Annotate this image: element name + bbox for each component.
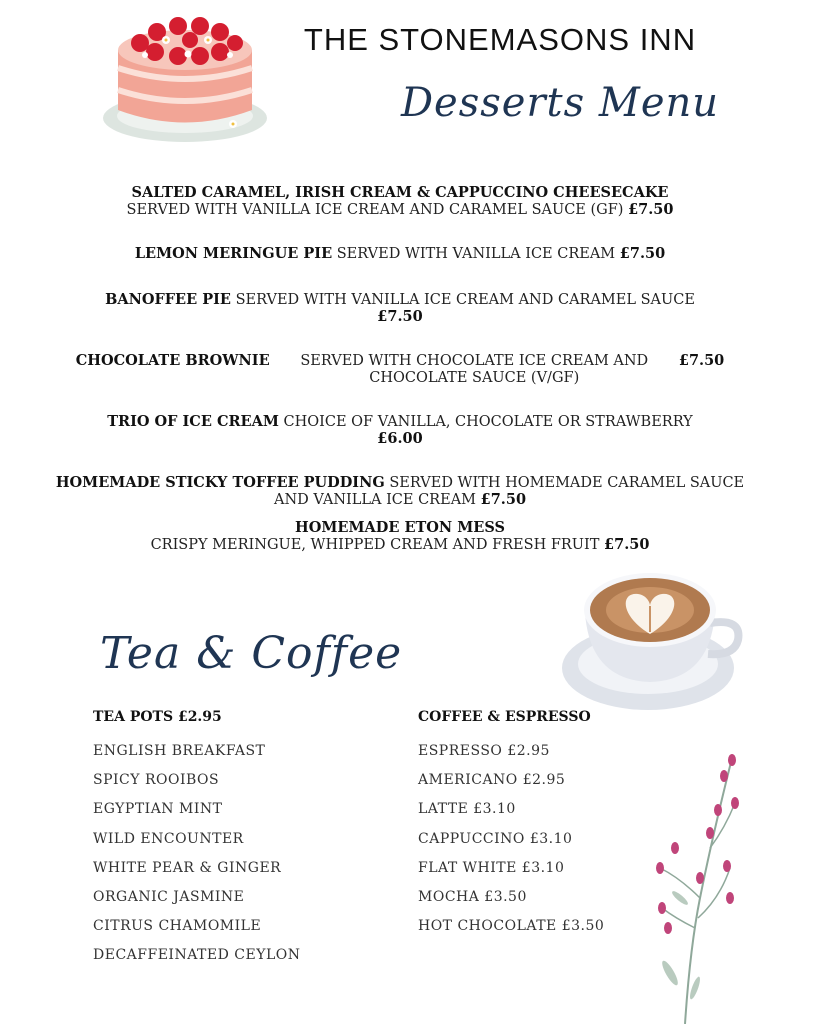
list-item: WHITE PEAR & GINGER bbox=[93, 859, 282, 876]
list-item: ESPRESSO £2.95 bbox=[418, 743, 550, 759]
list-item: FLAT WHITE £3.10 bbox=[418, 859, 565, 876]
restaurant-name: THE STONEMASONS INN bbox=[303, 22, 697, 57]
list-item: DECAFFEINATED CEYLON bbox=[93, 947, 301, 964]
list-item: ENGLISH BREAKFAST bbox=[93, 743, 266, 759]
tea-coffee-heading: Tea & Coffee bbox=[100, 628, 403, 679]
pink-flower-sprig-icon bbox=[640, 748, 750, 1024]
list-item: LATTE £3.10 bbox=[418, 801, 516, 818]
list-item: EGYPTIAN MINT bbox=[93, 801, 223, 818]
dessert-item bbox=[40, 353, 760, 386]
dessert-item bbox=[40, 475, 760, 508]
dessert-item bbox=[40, 246, 760, 263]
list-item: MOCHA £3.50 bbox=[418, 888, 527, 905]
dessert-name: SALTED CARAMEL, IRISH CREAM & CAPPUCCINO CHEESECAKE bbox=[131, 184, 669, 201]
dessert-item bbox=[40, 520, 760, 553]
list-item: HOT CHOCOLATE £3.50 bbox=[418, 918, 605, 935]
list-item: AMERICANO £2.95 bbox=[418, 772, 566, 789]
dessert-item bbox=[40, 292, 760, 325]
dessert-desc: CHOICE OF VANILLA, CHOCOLATE OR STRAWBERRY bbox=[283, 414, 693, 430]
dessert-name: HOMEMADE STICKY TOFFEE PUDDING bbox=[55, 474, 385, 491]
dessert-desc: SERVED WITH HOMEMADE CARAMEL SAUCE AND VANILLA ICE CREAM bbox=[273, 475, 745, 508]
dessert-price: £7.50 bbox=[377, 307, 423, 325]
dessert-price: £7.50 bbox=[678, 352, 725, 369]
desserts-menu-heading: Desserts Menu bbox=[400, 80, 720, 126]
latte-cup-icon bbox=[560, 568, 745, 718]
dessert-item bbox=[40, 414, 760, 447]
dessert-price: £7.50 bbox=[628, 200, 674, 218]
coffee-espresso-heading: COFFEE & ESPRESSO bbox=[418, 709, 591, 725]
dessert-desc: SERVED WITH VANILLA ICE CREAM AND CARAMEL SAUCE bbox=[235, 292, 695, 308]
list-item: ORGANIC JASMINE bbox=[93, 888, 245, 905]
list-item: WILD ENCOUNTER bbox=[93, 830, 244, 847]
dessert-name: BANOFFEE PIE bbox=[105, 291, 231, 308]
dessert-name: TRIO OF ICE CREAM bbox=[107, 413, 279, 430]
tea-pots-heading: TEA POTS £2.95 bbox=[93, 709, 222, 725]
dessert-price: £6.00 bbox=[377, 429, 423, 447]
dessert-price: £7.50 bbox=[604, 535, 650, 553]
tea-pots-section bbox=[93, 708, 300, 971]
list-item: SPICY ROOIBOS bbox=[93, 772, 220, 789]
coffee-espresso-section bbox=[418, 708, 604, 941]
list-item: CAPPUCCINO £3.10 bbox=[418, 830, 573, 847]
dessert-desc: SERVED WITH VANILLA ICE CREAM AND CARAMEL SAUCE (GF) bbox=[126, 201, 624, 218]
list-item: CITRUS CHAMOMILE bbox=[93, 918, 262, 935]
dessert-desc: SERVED WITH VANILLA ICE CREAM bbox=[336, 246, 616, 262]
dessert-item bbox=[40, 185, 760, 218]
strawberry-cake-icon bbox=[100, 10, 275, 150]
dessert-name: HOMEMADE ETON MESS bbox=[295, 519, 505, 536]
dessert-name: CHOCOLATE BROWNIE bbox=[75, 352, 270, 369]
dessert-name: LEMON MERINGUE PIE bbox=[134, 245, 333, 262]
dessert-price: £7.50 bbox=[619, 245, 666, 262]
dessert-price: £7.50 bbox=[480, 490, 527, 508]
dessert-desc: CRISPY MERINGUE, WHIPPED CREAM AND FRESH FRUIT bbox=[150, 536, 600, 553]
dessert-desc: SERVED WITH CHOCOLATE ICE CREAM AND CHOCOLATE SAUCE (V/GF) bbox=[300, 353, 649, 386]
